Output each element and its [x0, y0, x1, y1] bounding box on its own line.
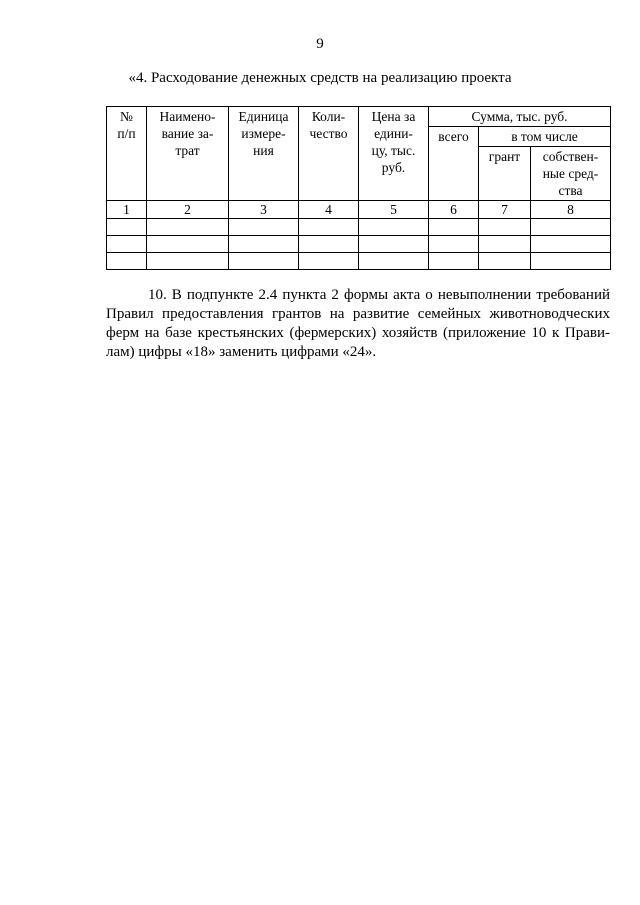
- table-cell: [299, 236, 359, 253]
- header-total: всего: [429, 127, 479, 201]
- table-row: [107, 219, 611, 236]
- table-cell: [359, 253, 429, 270]
- table-cell: [359, 219, 429, 236]
- table-cell: [479, 219, 531, 236]
- header-unit-price: Цена за едини- цу, тыс. руб.: [359, 107, 429, 201]
- table-cell: [479, 253, 531, 270]
- column-number: 3: [229, 201, 299, 219]
- table-cell: [429, 253, 479, 270]
- column-number: 5: [359, 201, 429, 219]
- table-cell: [147, 236, 229, 253]
- table-cell: [299, 253, 359, 270]
- table-cell: [107, 236, 147, 253]
- header-unit: Единица измере- ния: [229, 107, 299, 201]
- header-including: в том числе: [479, 127, 611, 147]
- section-title: «4. Расходование денежных средств на реализацию проекта: [128, 70, 512, 86]
- column-number: 1: [107, 201, 147, 219]
- column-number: 2: [147, 201, 229, 219]
- column-number: 8: [531, 201, 611, 219]
- header-row-1: [107, 107, 611, 127]
- amendment-paragraph: [106, 286, 610, 362]
- table-cell: [229, 236, 299, 253]
- page-number: 9: [316, 36, 324, 52]
- header-number: № п/п: [107, 107, 147, 201]
- table-cell: [531, 236, 611, 253]
- table-cell: [531, 219, 611, 236]
- table-cell: [229, 219, 299, 236]
- column-number: 4: [299, 201, 359, 219]
- header-own-funds: собствен- ные сред- ства: [531, 147, 611, 201]
- table-cell: [429, 219, 479, 236]
- header-cost-name: Наимено- вание за- трат: [147, 107, 229, 201]
- column-numbers-row: [107, 201, 611, 219]
- column-number: 6: [429, 201, 479, 219]
- table-cell: [147, 253, 229, 270]
- paragraph-line: 10. В подпункте 2.4 пункта 2 формы акта о невыполнении требований: [148, 287, 610, 303]
- header-grant: грант: [479, 147, 531, 201]
- paragraph-line: лам) цифры «18» заменить цифрами «24».: [106, 344, 377, 360]
- table-cell: [299, 219, 359, 236]
- table-cell: [359, 236, 429, 253]
- table-cell: [531, 253, 611, 270]
- header-quantity: Коли- чество: [299, 107, 359, 201]
- header-sum: Сумма, тыс. руб.: [429, 107, 611, 127]
- table-cell: [147, 219, 229, 236]
- paragraph-line: ферм на базе крестьянских (фермерских) хозяйств (приложение 10 к Прави-: [106, 325, 610, 341]
- table-cell: [107, 219, 147, 236]
- table-cell: [479, 236, 531, 253]
- table-cell: [107, 253, 147, 270]
- table-row: [107, 236, 611, 253]
- paragraph-line: Правил предоставления грантов на развитие семейных животноводческих: [106, 306, 610, 322]
- table-cell: [429, 236, 479, 253]
- expenses-table: [106, 106, 611, 270]
- table-cell: [229, 253, 299, 270]
- column-number: 7: [479, 201, 531, 219]
- table-row: [107, 253, 611, 270]
